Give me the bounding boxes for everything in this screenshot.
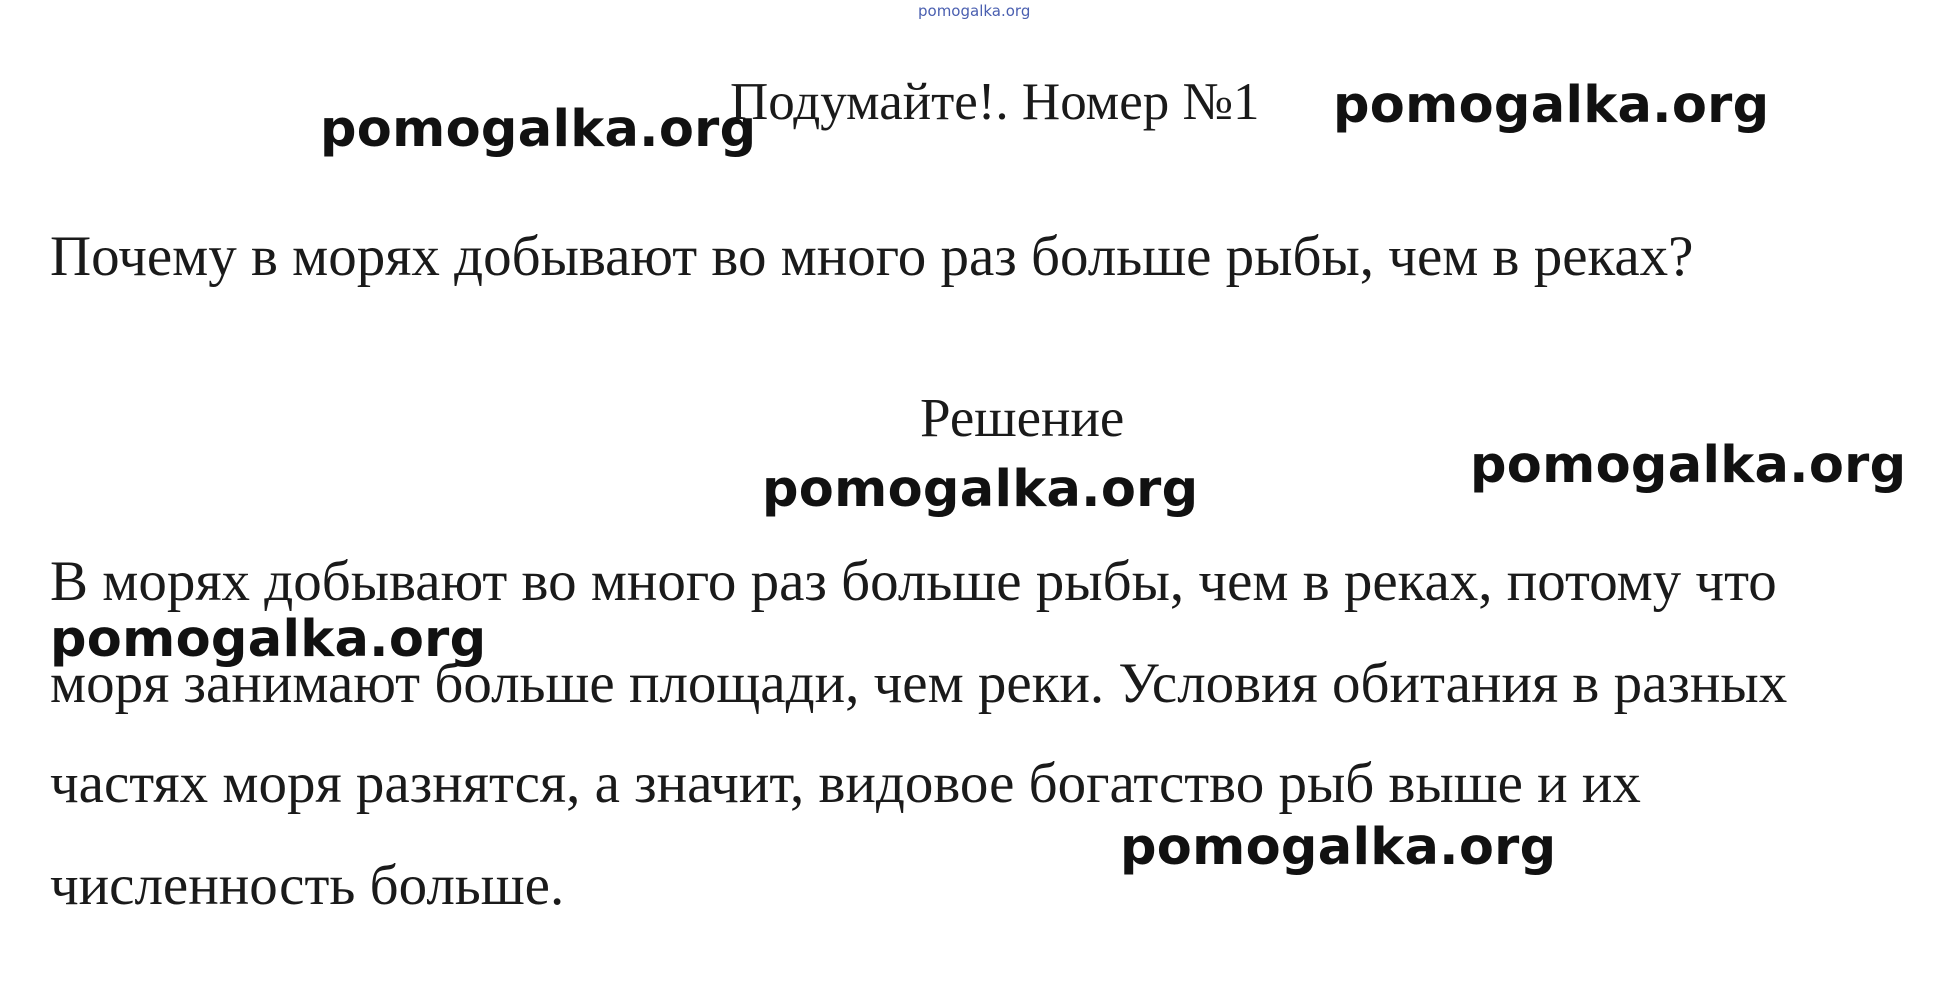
- watermark: pomogalka.org: [50, 610, 487, 669]
- solution-heading: Решение: [920, 387, 1125, 448]
- watermark: pomogalka.org: [1470, 436, 1907, 495]
- answer-line: численность больше.: [50, 854, 565, 917]
- watermark: pomogalka.org: [1120, 818, 1557, 877]
- watermark: pomogalka.org: [320, 100, 757, 159]
- site-link[interactable]: pomogalka.org: [918, 2, 1031, 20]
- answer-line: частях моря разнятся, а значит, видовое богатство рыб выше и их: [50, 752, 1641, 815]
- page-title: Подумайте!. Номер №1: [730, 73, 1260, 131]
- watermark: pomogalka.org: [762, 460, 1199, 519]
- question-text: Почему в морях добывают во много раз больше рыбы, чем в реках?: [50, 225, 1694, 288]
- answer-line: моря занимают больше площади, чем реки. Условия обитания в разных: [50, 652, 1788, 715]
- watermark: pomogalka.org: [1333, 76, 1770, 135]
- answer-line: В морях добывают во много раз больше рыбы, чем в реках, потому что: [50, 550, 1777, 613]
